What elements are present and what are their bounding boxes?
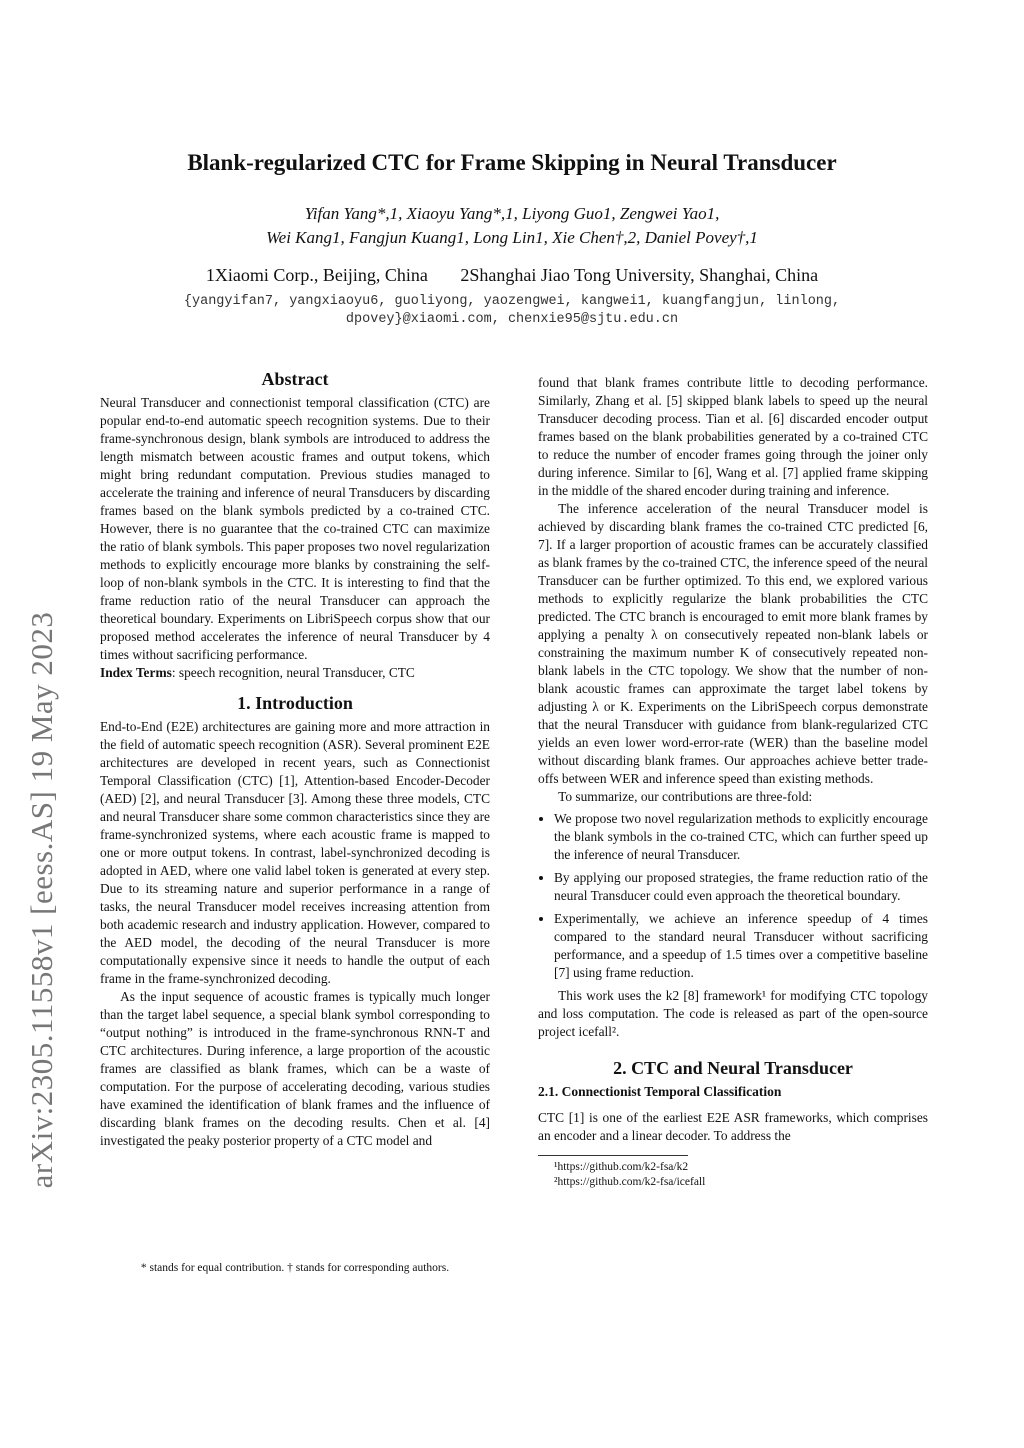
subsection-2-1-heading: 2.1. Connectionist Temporal Classification xyxy=(538,1084,782,1099)
index-terms-text: : speech recognition, neural Transducer, CTC xyxy=(171,665,415,680)
footnote-equal-contribution: * stands for equal contribution. † stands for corresponding authors. xyxy=(140,1262,450,1274)
authors-line-1: Yifan Yang*,1, Xiaoyu Yang*,1, Liyong Guo1, Zengwei Yao1, xyxy=(304,204,720,223)
authors xyxy=(0,202,1024,250)
intro-paragraph-4: The inference acceleration of the neural Transducer model is achieved by discarding blank frames the co-trained CTC predicted [6, 7]. If a larger proportion of acoustic frames can be accurately classified as blank frames by the co-trained CTC, the inference speed of the neural Transducer can be further optimized. To this end, we explored various methods to explicitly regularize the blank probabilities the CTC predicted. The CTC branch is encouraged to emit more blank frames by applying a penalty λ on consecutively repeated non-blank labels or constraining the maximum number K of consecutively repeated non-blank labels in the CTC topology. We show that the number of non-blank acoustic frames can approximate the target label tokens by adjusting λ or K. Experiments on the LibriSpeech corpus demonstrate that the neural Transducer with guidance from blank-regularized CTC yields an even lower word-error-rate (WER) than the baseline model without discarding blank frames. Our approaches achieve better trade-offs between WER and inference speed than existing methods. xyxy=(538,501,928,786)
intro-paragraph-3: found that blank frames contribute little to decoding performance. Similarly, Zhang et al. [5] skipped blank labels to speed up the neural Transducer decoding process. Tian et al. [6] discarded encoder output frames based on the blank probabilities generated by a co-trained CTC to reduce the number of encoder frames going through the joiner only during inference. Similar to [6], Wang et al. [7] applied frame skipping in the middle of the shared encoder during training and inference. xyxy=(538,375,928,498)
footnote-1: ¹https://github.com/k2-fsa/k2 xyxy=(554,1161,689,1173)
authors-line-2: Wei Kang1, Fangjun Kuang1, Long Lin1, Xie Chen†,2, Daniel Povey†,1 xyxy=(266,228,758,247)
left-column xyxy=(100,370,490,1150)
list-item: • We propose two novel regularization methods to explicitly encourage the blank symbols in the co-trained CTC, which can further speed up the inference of neural Transducer. xyxy=(554,810,928,864)
paper-title: Blank-regularized CTC for Frame Skipping in Neural Transducer xyxy=(187,150,837,175)
footnote-2: ²https://github.com/k2-fsa/icefall xyxy=(554,1176,706,1188)
emails-line-1: {yangyifan7, yangxiaoyu6, guoliyong, yaozengwei, kangwei1, kuangfangjun, linlong, xyxy=(183,294,841,309)
emails xyxy=(0,293,1024,329)
list-item: • By applying our proposed strategies, the frame reduction ratio of the neural Transducer could even approach the theoretical boundary. xyxy=(554,869,928,905)
affiliations xyxy=(0,265,1024,286)
arxiv-stamp: arXiv:2305.11558v1 [eess.AS] 19 May 2023 xyxy=(24,611,59,1189)
affiliation-2: 2Shanghai Jiao Tong University, Shanghai, China xyxy=(460,265,819,285)
section-2-paragraph-1: CTC [1] is one of the earliest E2E ASR frameworks, which comprises an encoder and a linear decoder. To address the xyxy=(538,1110,928,1143)
intro-paragraph-2: As the input sequence of acoustic frames is typically much longer than the target label sequence, a special blank symbol corresponding to “output nothing” is introduced in the frame-synchronous RNN-T and CTC architectures. During inference, a large proportion of the acoustic frames are classified as blank frames, which can be a waste of computation. For the purpose of accelerating decoding, various studies have examined the identification of blank frames and the influence of discarding blank frames on the decoding results. Chen et al. [4] investigated the peaky posterior property of a CTC model and xyxy=(100,989,490,1148)
intro-paragraph-6: This work uses the k2 [8] framework¹ for modifying CTC topology and loss computation. The code is released as part of the open-source project icefall². xyxy=(538,988,928,1039)
abstract-heading: Abstract xyxy=(261,369,329,389)
abstract-text: Neural Transducer and connectionist temporal classification (CTC) are popular end-to-end automatic speech recognition systems. Due to their frame-synchronous design, blank symbols are introduced to address the length mismatch between acoustic frames and output tokens, which might bring redundant computation. Previous studies managed to accelerate the training and inference of neural Transducers by discarding frames based on the blank symbols predicted by a co-trained CTC. However, there is no guarantee that the co-trained CTC can maximize the ratio of blank symbols. This paper proposes two novel regularization methods to explicitly encourage more blanks by constraining the self-loop of non-blank symbols in the CTC. It is interesting to find that the frame reduction ratio of the neural Transducer can approach the theoretical boundary. Experiments on LibriSpeech corpus show that our proposed method accelerates the inference of neural Transducer by 4 times without sacrificing performance. xyxy=(100,395,490,662)
footnote-divider xyxy=(538,1155,688,1156)
affiliation-1: 1Xiaomi Corp., Beijing, China xyxy=(205,265,428,285)
contributions-list xyxy=(538,810,928,982)
intro-paragraph-1: End-to-End (E2E) architectures are gaining more and more attraction in the field of automatic speech recognition (ASR). Several prominent E2E architectures are developed in recent years, such as Connectionist Temporal Classification (CTC) [1], Attention-based Encoder-Decoder (AED) [2], and neural Transducer [3]. Among these three models, CTC and neural Transducer share some common characteristics since they are frame-synchronized systems, where each acoustic frame is mapped to one or more output tokens. In contrast, label-synchronized decoding is adopted in AED, where one valid label token is generated at every step. Due to its streaming nature and superior performance in a range of tasks, the neural Transducer model receives increasing attention from both academic research and industry application. However, compared to the AED model, the decoding of the neural Transducer is more computationally expensive since it needs to handle the output of each frame in the frame-synchronized decoding. xyxy=(100,719,490,986)
right-column xyxy=(538,374,928,1190)
section-2-heading: 2. CTC and Neural Transducer xyxy=(613,1058,853,1078)
index-terms-label: Index Terms xyxy=(100,665,172,680)
index-terms xyxy=(100,664,490,682)
intro-heading: 1. Introduction xyxy=(237,693,353,713)
intro-paragraph-5: To summarize, our contributions are three-fold: xyxy=(558,789,813,804)
list-item: • Experimentally, we achieve an inference speedup of 4 times compared to the standard neural Transducer without sacrificing performance, and a speedup of 1.5 times over a competitive baseline [7] using frame reduction. xyxy=(554,910,928,982)
emails-line-2: dpovey}@xiaomi.com, chenxie95@sjtu.edu.cn xyxy=(345,312,679,327)
